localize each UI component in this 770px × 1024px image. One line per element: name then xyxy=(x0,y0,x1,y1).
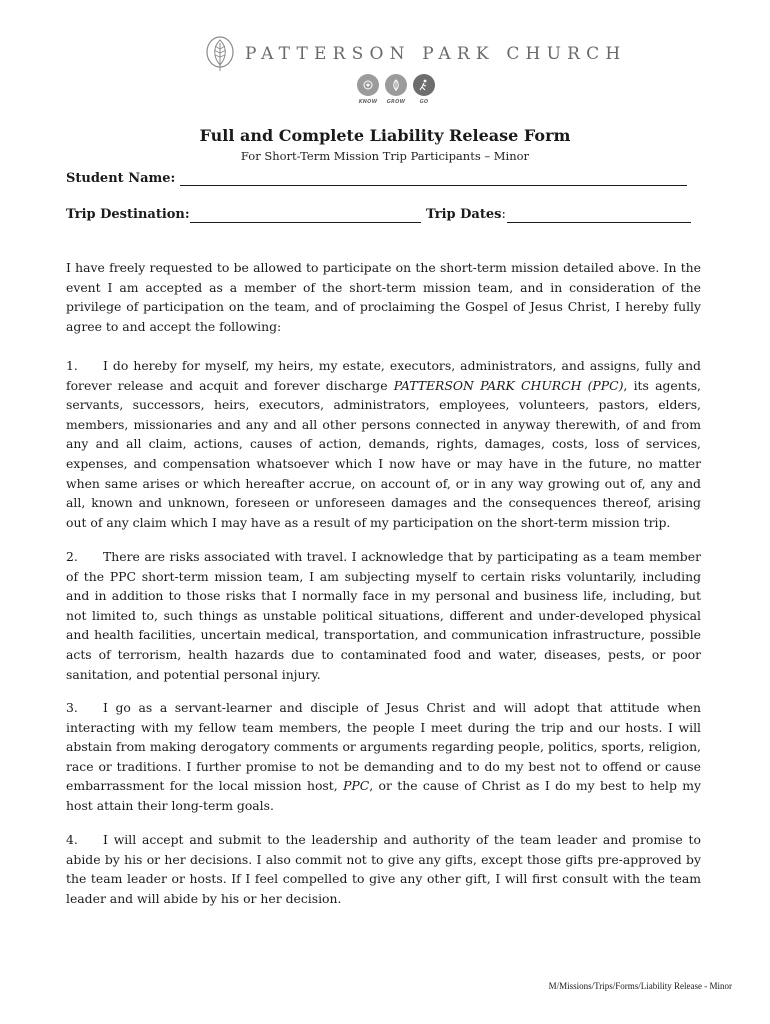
clause-2-number: 2. xyxy=(66,549,78,564)
clause-1-text-a: I do hereby for myself, my heirs, my estate, executors, administrators, and assigns, fully and forever release and acquit and forever discharge xyxy=(66,358,701,393)
trip-destination-label: Trip Destination: xyxy=(66,207,190,222)
clause-1-text-b: , its agents, servants, successors, heirs, executors, administrators, employees, volunteers, pastors, elders, members, missionaries and any and all other persons connected in anyway therewith, of and from any and all claim, actions, causes of action, demands, rights, damages, costs, loss of services, expenses, and compensation whatsoever which I now have or may have in the future, no matter when same arises or which hereafter accrue, on account of, or in any way growing out of, any and all, known and unknown, foreseen or unforeseen damages and the consequences thereof, arising out of any claim which I may have as a result of my participation on the short-term mission trip. xyxy=(66,377,701,530)
know-grow-go-badges xyxy=(356,74,436,105)
badge-know-label: KNOW xyxy=(358,99,378,105)
clause-1-church-name: PATTERSON PARK CHURCH (PPC) xyxy=(393,377,624,393)
clause-4-number: 4. xyxy=(66,832,78,847)
form-title: Full and Complete Liability Release Form xyxy=(199,126,571,145)
trip-dates-label: Trip Dates xyxy=(426,207,502,222)
grow-icon xyxy=(385,74,407,96)
badge-know xyxy=(356,74,380,105)
student-name-label: Student Name: xyxy=(66,171,176,186)
clause-2 xyxy=(66,547,701,684)
student-name-field[interactable] xyxy=(180,185,687,186)
clause-3-number: 3. xyxy=(66,700,78,715)
trip-destination-field[interactable] xyxy=(190,222,421,223)
clause-1-number: 1. xyxy=(66,358,78,373)
go-runner-icon xyxy=(413,74,435,96)
clause-1 xyxy=(66,356,701,532)
footer-file-path: M/Missions/Trips/Forms/Liability Release - Minor xyxy=(548,981,732,991)
trip-dates-field[interactable] xyxy=(507,222,691,223)
trip-dates-label-wrap xyxy=(426,207,506,222)
clause-2-text: There are risks associated with travel. I acknowledge that by participating as a team member of the PPC short-term mission team, I am subjecting myself to certain risks voluntarily, including and in addition to those risks that I normally face in my personal and business life, including, but not limited to, such things as unstable political situations, different and under-developed physical and health facilities, uncertain medical, transportation, and communication infrastructure, possible acts of terrorism, health hazards due to contaminated food and water, diseases, pests, or poor sanitation, and potential personal injury. xyxy=(66,549,701,682)
badge-grow xyxy=(384,74,408,105)
badge-go-label: GO xyxy=(419,99,429,105)
intro-paragraph: I have freely requested to be allowed to participate on the short-term mission detailed above. In the event I am accepted as a member of the short-term mission team, and in consideration of the privilege of participation on the team, and of proclaiming the Gospel of Jesus Christ, I hereby fully agree to and accept the following: xyxy=(66,260,701,334)
trip-dates-colon: : xyxy=(501,207,506,222)
clause-3-ppc: PPC xyxy=(343,778,370,794)
clause-4 xyxy=(66,830,701,908)
badge-grow-label: GROW xyxy=(386,99,406,105)
leaf-logo-icon xyxy=(205,35,235,73)
form-subtitle: For Short-Term Mission Trip Participants – Minor xyxy=(240,149,530,163)
clause-4-text: I will accept and submit to the leadership and authority of the team leader and promise to abide by his or her decisions. I also commit not to give any gifts, except those gifts pre-approved by the team leader or hosts. If I feel compelled to give any other gift, I will first consult with the team leader and will abide by his or her decision. xyxy=(66,832,701,906)
badge-go xyxy=(412,74,436,105)
church-name: PATTERSON PARK CHURCH xyxy=(245,44,627,64)
clause-3-text-a: I go as a servant-learner and disciple of Jesus Christ and will adopt that attitude when interacting with my fellow team members, the people I meet during the trip and our hosts. I will abstain from making derogatory comments or arguments regarding people, politics, sports, religion, race or traditions. I further promise to not be demanding and to do my best not to offend or cause embarrassment for the local mission host, xyxy=(66,700,701,794)
clause-3 xyxy=(66,698,701,816)
church-logo xyxy=(205,34,626,74)
know-icon xyxy=(357,74,379,96)
clause-3-text-b: , or the cause of Christ as I do my best to help my host attain their long-term goals. xyxy=(66,778,702,813)
